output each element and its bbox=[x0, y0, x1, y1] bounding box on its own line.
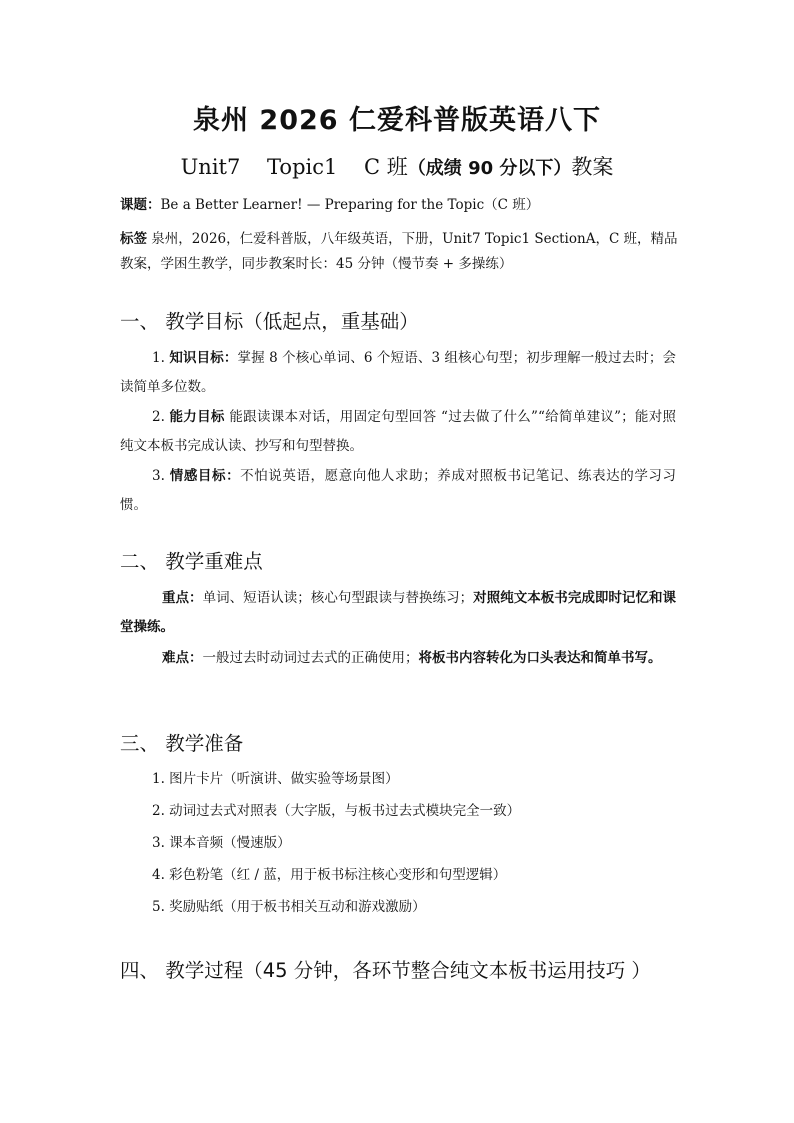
section2-heading: 二、 教学重难点 bbox=[120, 550, 263, 573]
objective-knowledge bbox=[120, 344, 676, 402]
key-points-bold: 对照纯文本板书完成即时记忆和课堂操练。 bbox=[120, 590, 677, 635]
list-item: 4. 彩色粉笔（红 / 蓝，用于板书标注核心变形和句型逻辑） bbox=[152, 867, 507, 883]
objective-key: 能力目标 bbox=[169, 409, 225, 425]
list-item: 5. 奖励贴纸（用于板书相关互动和游戏激励） bbox=[152, 899, 426, 915]
section4-heading: 四、 教学过程（45 分钟，各环节整合纯文本板书运用技巧 ） bbox=[120, 959, 651, 982]
list-item: 3. 课本音频（慢速版） bbox=[152, 835, 291, 851]
difficult-points-text: 一般过去时动词过去式的正确使用； bbox=[202, 650, 419, 666]
tags-key: 标签 bbox=[120, 231, 147, 247]
key-points-text: 单词、短语认读；核心句型跟读与替换练习； bbox=[202, 590, 474, 606]
preparation-list bbox=[152, 763, 520, 923]
document-title: 泉州 2026 仁爱科普版英语八下 bbox=[193, 105, 601, 136]
difficult-points bbox=[120, 644, 676, 673]
section1-heading: 一、 教学目标（低起点，重基础） bbox=[120, 310, 419, 333]
tags-line bbox=[120, 227, 680, 277]
objective-key: 知识目标： bbox=[169, 350, 238, 366]
topic-line bbox=[120, 193, 680, 218]
subtitle-unit: Unit7 Topic1 C 班 bbox=[180, 155, 408, 179]
list-item: 2. 动词过去式对照表（大字版，与板书过去式模块完全一致） bbox=[152, 803, 521, 819]
key-points bbox=[120, 584, 676, 642]
topic-value: Be a Better Learner! — Preparing for the Topic（C 班） bbox=[160, 197, 540, 213]
section3-heading: 三、 教学准备 bbox=[120, 732, 244, 755]
objective-num: 1. bbox=[152, 350, 165, 366]
objective-key: 情感目标： bbox=[169, 468, 241, 484]
objective-text: 不怕说英语，愿意向他人求助；养成对照板书记笔记、练表达的学习习惯。 bbox=[120, 468, 676, 513]
tags-value: 泉州，2026，仁爱科普版，八年级英语，下册，Unit7 Topic1 SectionA，C 班，精品教案，学困生教学，同步教案时长：45 分钟（慢节奏 + 多操练） bbox=[120, 231, 678, 272]
objective-text: 掌握 8 个核心单词、6 个短语、3 组核心句型；初步理解一般过去时；会读简单多位数。 bbox=[120, 350, 677, 395]
objective-num: 2. bbox=[152, 409, 165, 425]
difficult-points-bold: 将板书内容转化为口头表达和简单书写。 bbox=[418, 650, 662, 666]
list-item: 1. 图片卡片（听演讲、做实验等场景图） bbox=[152, 771, 399, 787]
key-points-label: 重点： bbox=[162, 590, 203, 606]
subtitle-class-note: （成绩 90 分以下） bbox=[407, 158, 572, 179]
objective-ability bbox=[120, 403, 676, 461]
objective-num: 3. bbox=[152, 468, 165, 484]
subtitle-suffix: 教案 bbox=[571, 155, 614, 179]
objective-emotion bbox=[120, 462, 676, 520]
topic-key: 课题： bbox=[120, 197, 161, 213]
difficult-points-label: 难点： bbox=[162, 650, 203, 666]
objective-text: 能跟读课本对话，用固定句型回答 “过去做了什么”“给简单建议”；能对照纯文本板书完成认读、抄写和句型替换。 bbox=[120, 409, 677, 454]
document-subtitle bbox=[0, 151, 794, 181]
